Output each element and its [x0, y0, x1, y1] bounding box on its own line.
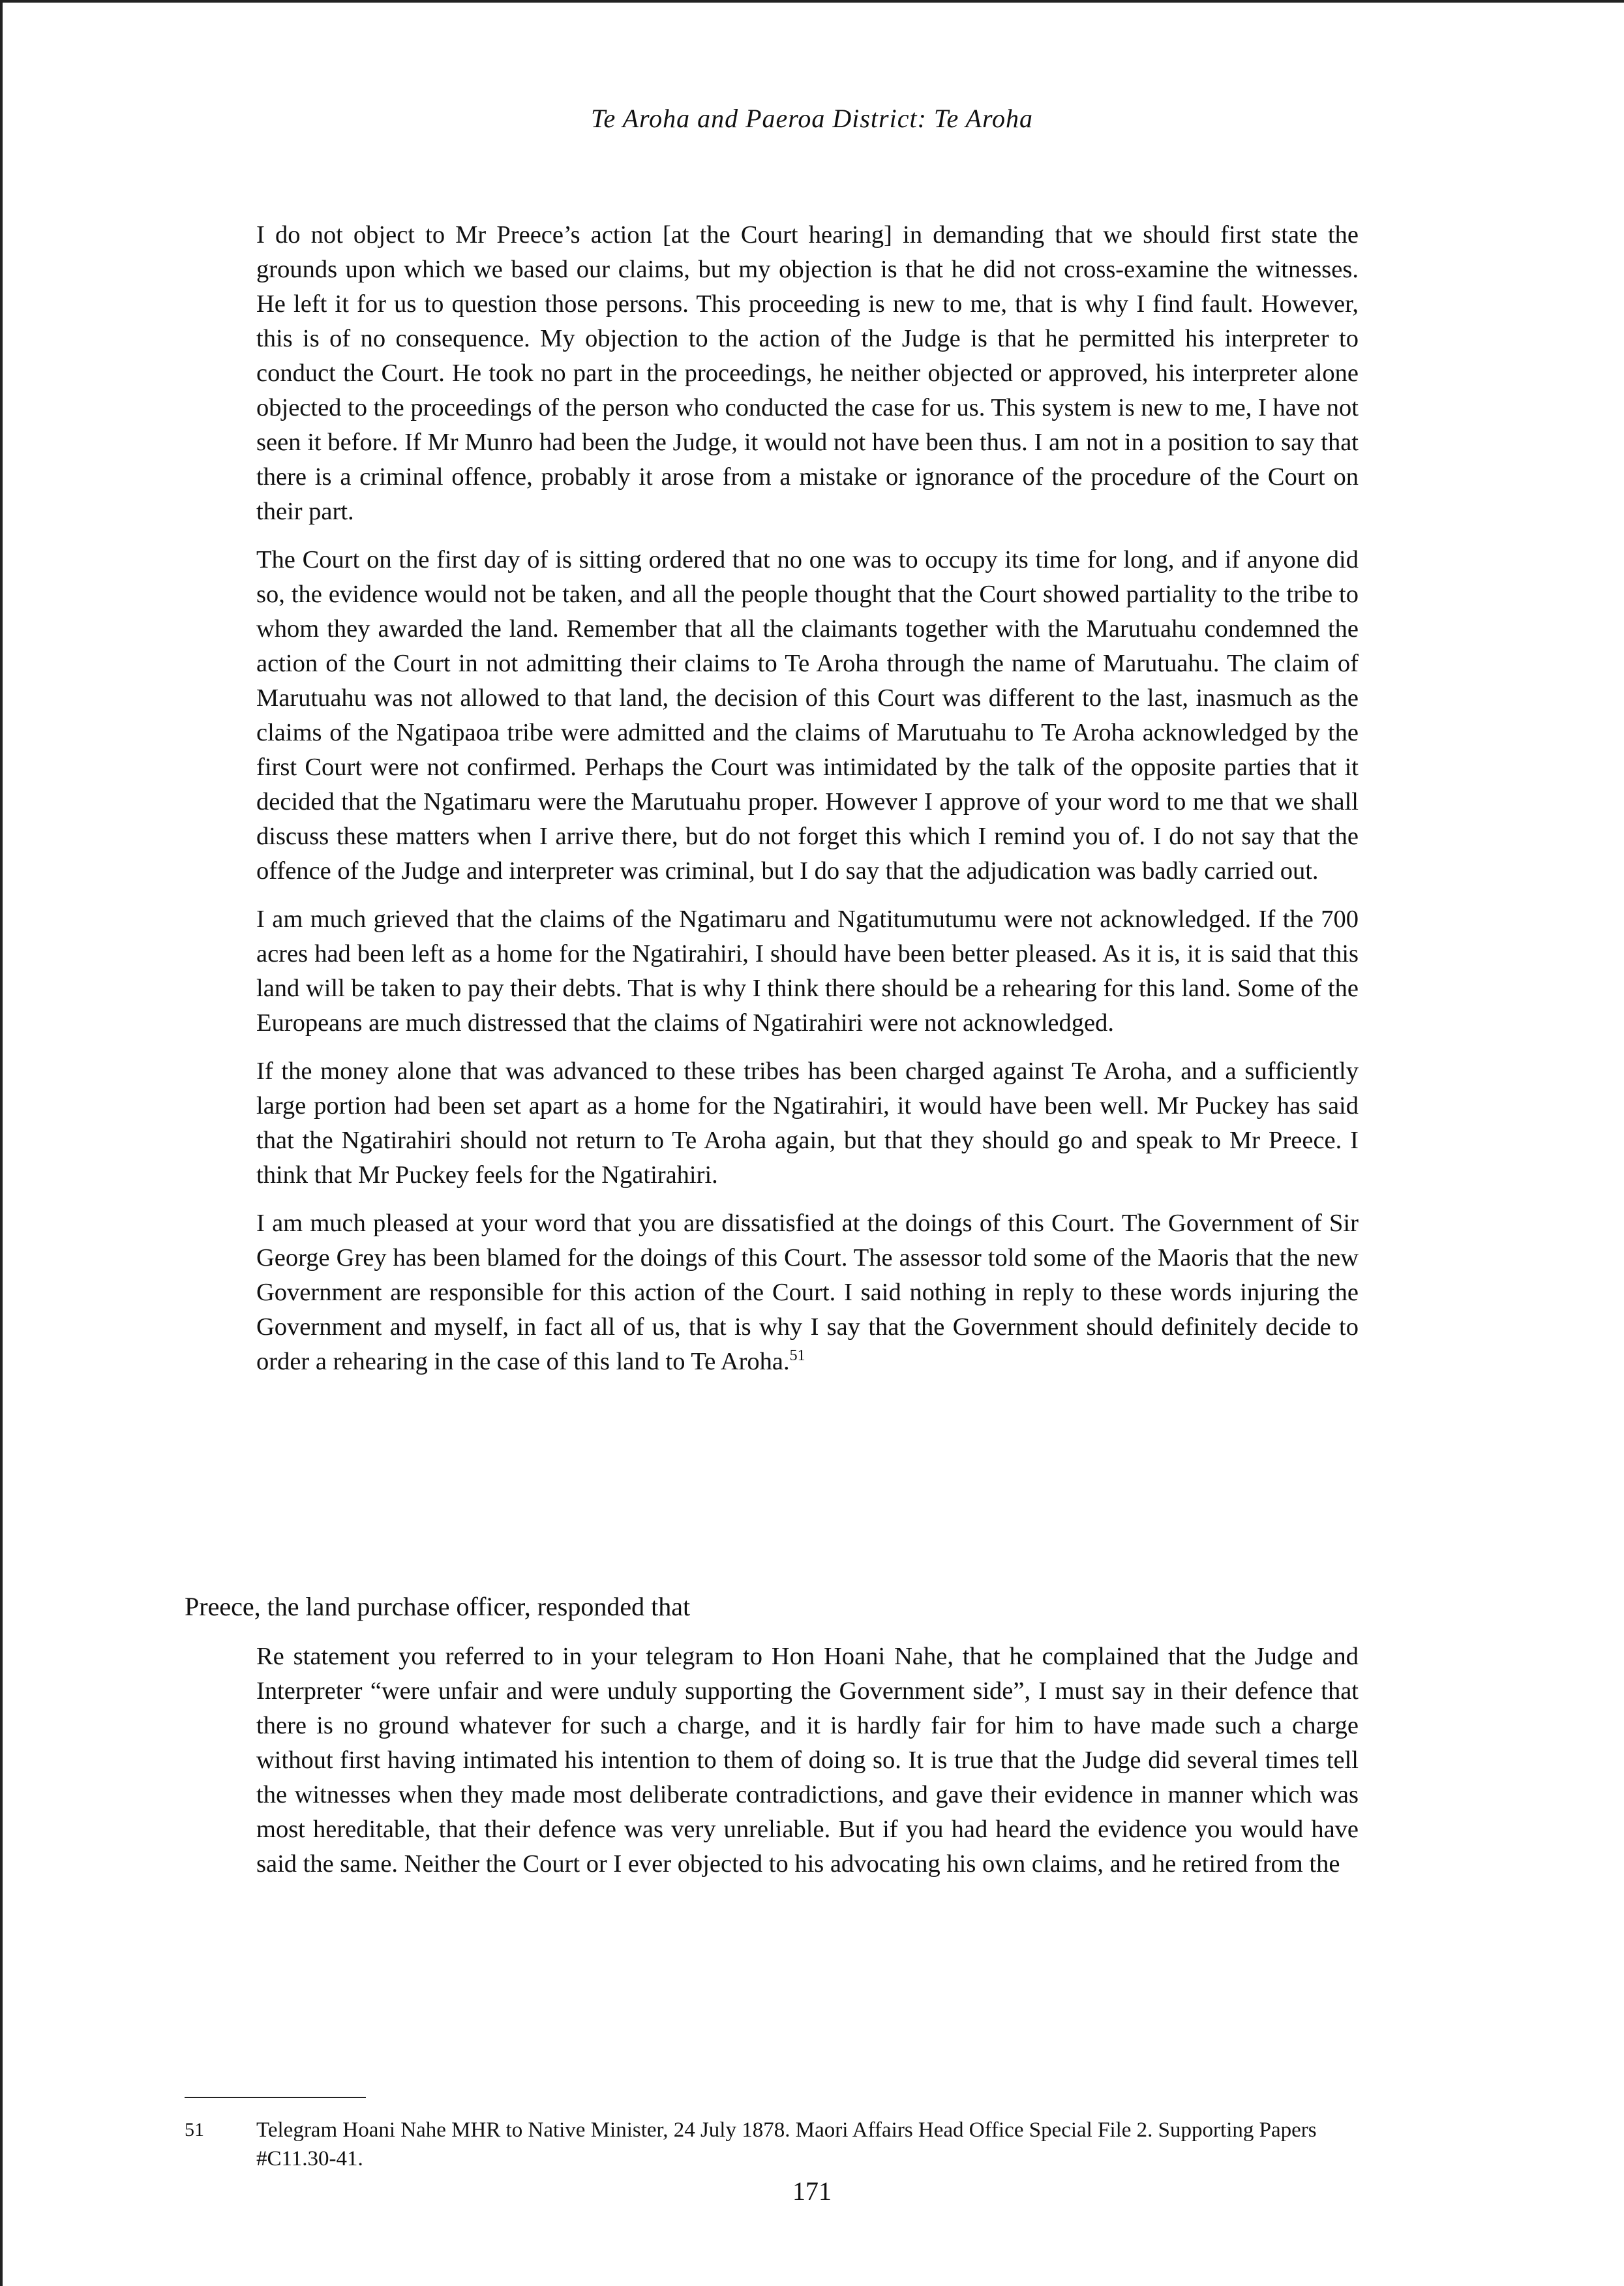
response-paragraph: Re statement you referred to in your telegram to Hon Hoani Nahe, that he complained that the Judge and Interpreter “were unfair and were unduly supporting the Government side”, I must say in their defence that there is no ground whatever for such a charge, and it is hardly fair for him to have made such a charge without first having intimated his intention to them of doing so. It is true that the Judge did several times tell the witnesses when they made most deliberate contradictions, and gave their evidence in manner which was most hereditable, that their defence was very unreliable. But if you had heard the evidence you would have said the same. Neither the Court or I ever objected to his advocating his own claims, and he retired from the — [256, 1643, 1359, 1878]
footnote-text: Telegram Hoani Nahe MHR to Native Minister, 24 July 1878. Maori Affairs Head Office Special File 2. Supporting Papers #C11.30-41. — [256, 2118, 1317, 2171]
lead-in-sentence: Preece, the land purchase officer, responded that — [185, 1592, 691, 1621]
quote-paragraph-5 — [256, 1206, 1359, 1379]
footnote — [185, 2116, 1352, 2173]
quote-paragraph-3: I am much grieved that the claims of the Ngatimaru and Ngatitumutumu were not acknowledged. If the 700 acres had been left as a home for the Ngatirahiri, I should have been better pleased. As it is, it is said that this land will be taken to pay their debts. That is why I think there should be a rehearing for this land. Some of the Europeans are much distressed that the claims of Ngatirahiri were not acknowledged. — [256, 906, 1359, 1037]
quote-paragraph-1: I do not object to Mr Preece’s action [at the Court hearing] in demanding that we should first state the grounds upon which we based our claims, but my objection is that he did not cross-examine the witnesses. He left it for us to question those persons. This proceeding is new to me, that is why I find fault. However, this is of no consequence. My objection to the action of the Judge is that he permitted his interpreter to conduct the Court. He took no part in the proceedings, he neither objected or approved, his interpreter alone objected to the proceedings of the person who conducted the case for us. This system is new to me, I have not seen it before. If Mr Munro had been the Judge, it would not have been thus. I am not in a position to say that there is a criminal offence, probably it arose from a mistake or ignorance of the procedure of the Court on their part. — [256, 221, 1359, 525]
page-left-edge — [0, 0, 3, 2286]
page-number: 171 — [792, 2176, 832, 2206]
block-quote-telegram — [256, 218, 1359, 1393]
quote-paragraph-4: If the money alone that was advanced to these tribes has been charged against Te Aroha, and a sufficiently large portion had been set apart as a home for the Ngatirahiri, it would have been well. Mr Puckey has said that the Ngatirahiri should not return to Te Aroha again, but that they should go and speak to Mr Preece. I think that Mr Puckey feels for the Ngatirahiri. — [256, 1058, 1359, 1189]
footnote-separator — [185, 2097, 366, 2098]
footnote-number: 51 — [185, 2119, 204, 2141]
quote-paragraph-2: The Court on the first day of is sitting ordered that no one was to occupy its time for long, and if anyone did so, the evidence would not be taken, and all the people thought that the Court showed partiality to the tribe to whom they awarded the land. Remember that all the claimants together with the Marutuahu condemned the action of the Court in not admitting their claims to Te Aroha through the name of Marutuahu. The claim of Marutuahu was not allowed to that land, the decision of this Court was different to the last, inasmuch as the claims of the Ngatipaoa tribe were admitted and the claims of Marutuahu to Te Aroha acknowledged by the first Court were not confirmed. Perhaps the Court was intimidated by the talk of the opposite parties that it decided that the Ngatimaru were the Marutuahu proper. However I approve of your word to me that we shall discuss these matters when I arrive there, but do not forget this which I remind you of. I do not say that the offence of the Judge and interpreter was criminal, but I do say that the adjudication was badly carried out. — [256, 546, 1359, 885]
footnote-reference: 51 — [789, 1347, 805, 1365]
quote-paragraph-5-text: I am much pleased at your word that you are dissatisfied at the doings of this Court. The Government of Sir George Grey has been blamed for the doings of this Court. The assessor told some of the Maoris that the new Government are responsible for this action of the Court. I said nothing in reply to these words injuring the Government and myself, in fact all of us, that is why I say that the Government should definitely decide to order a rehearing in the case of this land to Te Aroha. — [256, 1210, 1359, 1375]
running-head: Te Aroha and Paeroa District: Te Aroha — [590, 104, 1034, 133]
page-top-edge — [0, 0, 1624, 3]
block-quote-response — [256, 1639, 1359, 1895]
